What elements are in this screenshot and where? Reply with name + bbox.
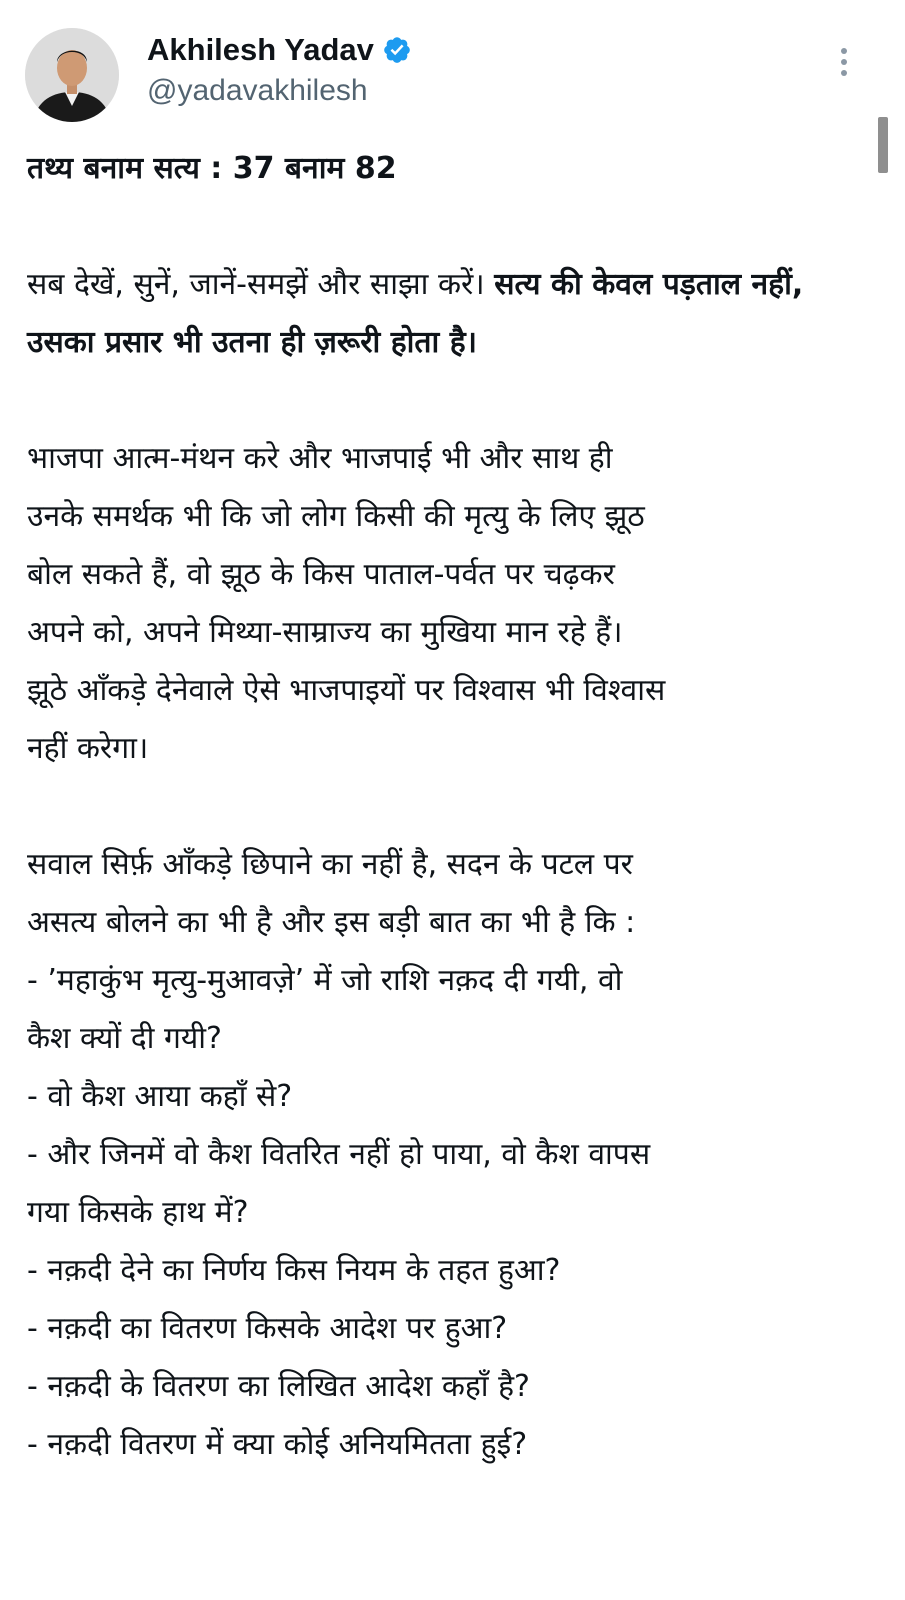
profile-photo: [25, 28, 119, 122]
text-line: असत्य बोलने का भी है और इस बड़ी बात का भी है कि :: [27, 905, 636, 940]
text-line: - और जिनमें वो कैश वितरित नहीं हो पाया, वो कैश वापस: [27, 1137, 651, 1172]
tweet-paragraph-3: [27, 836, 867, 1474]
text-line: झूठे आँकड़े देनेवाले ऐसे भाजपाइयों पर विश्वास भी विश्वास: [27, 673, 666, 708]
text-line: भाजपा आत्म-मंथन करे और भाजपाई भी और साथ ही: [27, 441, 613, 476]
text-line: गया किसके हाथ में?: [27, 1195, 249, 1230]
tweet-paragraph-1-text: सब देखें, सुनें, जानें-समझें और साझा करें।: [27, 267, 495, 302]
tweet-paragraph-1: [27, 256, 867, 372]
text-line: - ’महाकुंभ मृत्यु-मुआवज़े’ में जो राशि नक़द दी गयी, वो: [27, 963, 623, 998]
more-vertical-icon[interactable]: [836, 48, 852, 84]
tweet-header: [0, 0, 905, 130]
text-line: - नक़दी देने का निर्णय किस नियम के तहत हुआ?: [27, 1253, 561, 1288]
tweet-text: [27, 140, 867, 1474]
display-name[interactable]: Akhilesh Yadav: [147, 32, 374, 67]
text-line: सवाल सिर्फ़ आँकड़े छिपाने का नहीं है, सदन के पटल पर: [27, 847, 633, 882]
text-line: नहीं करेगा।: [27, 731, 149, 766]
tweet-headline: तथ्य बनाम सत्य : 37 बनाम 82: [27, 151, 397, 186]
text-line: अपने को, अपने मिथ्या-साम्राज्य का मुखिया मान रहे हैं।: [27, 615, 623, 650]
handle[interactable]: @yadavakhilesh: [147, 74, 368, 107]
tweet-paragraph-1-bold: सत्य की केवल पड़ताल नहीं, उसका प्रसार भी उतना ही ज़रूरी होता है।: [27, 267, 804, 360]
text-line: - नक़दी का वितरण किसके आदेश पर हुआ?: [27, 1311, 508, 1346]
verified-badge-icon: [382, 35, 412, 65]
avatar[interactable]: [25, 28, 119, 122]
text-line: - वो कैश आया कहाँ से?: [27, 1079, 293, 1114]
text-line: - नक़दी वितरण में क्या कोई अनियमितता हुई?: [27, 1427, 528, 1462]
tweet-paragraph-2: [27, 430, 867, 778]
text-line: - नक़दी के वितरण का लिखित आदेश कहाँ है?: [27, 1369, 530, 1404]
name-row: [147, 32, 412, 68]
text-line: कैश क्यों दी गयी?: [27, 1021, 222, 1056]
scrollbar[interactable]: [878, 117, 888, 173]
text-line: बोल सकते हैं, वो झूठ के किस पाताल-पर्वत पर चढ़कर: [27, 557, 615, 592]
text-line: उनके समर्थक भी कि जो लोग किसी की मृत्यु के लिए झूठ: [27, 499, 645, 534]
